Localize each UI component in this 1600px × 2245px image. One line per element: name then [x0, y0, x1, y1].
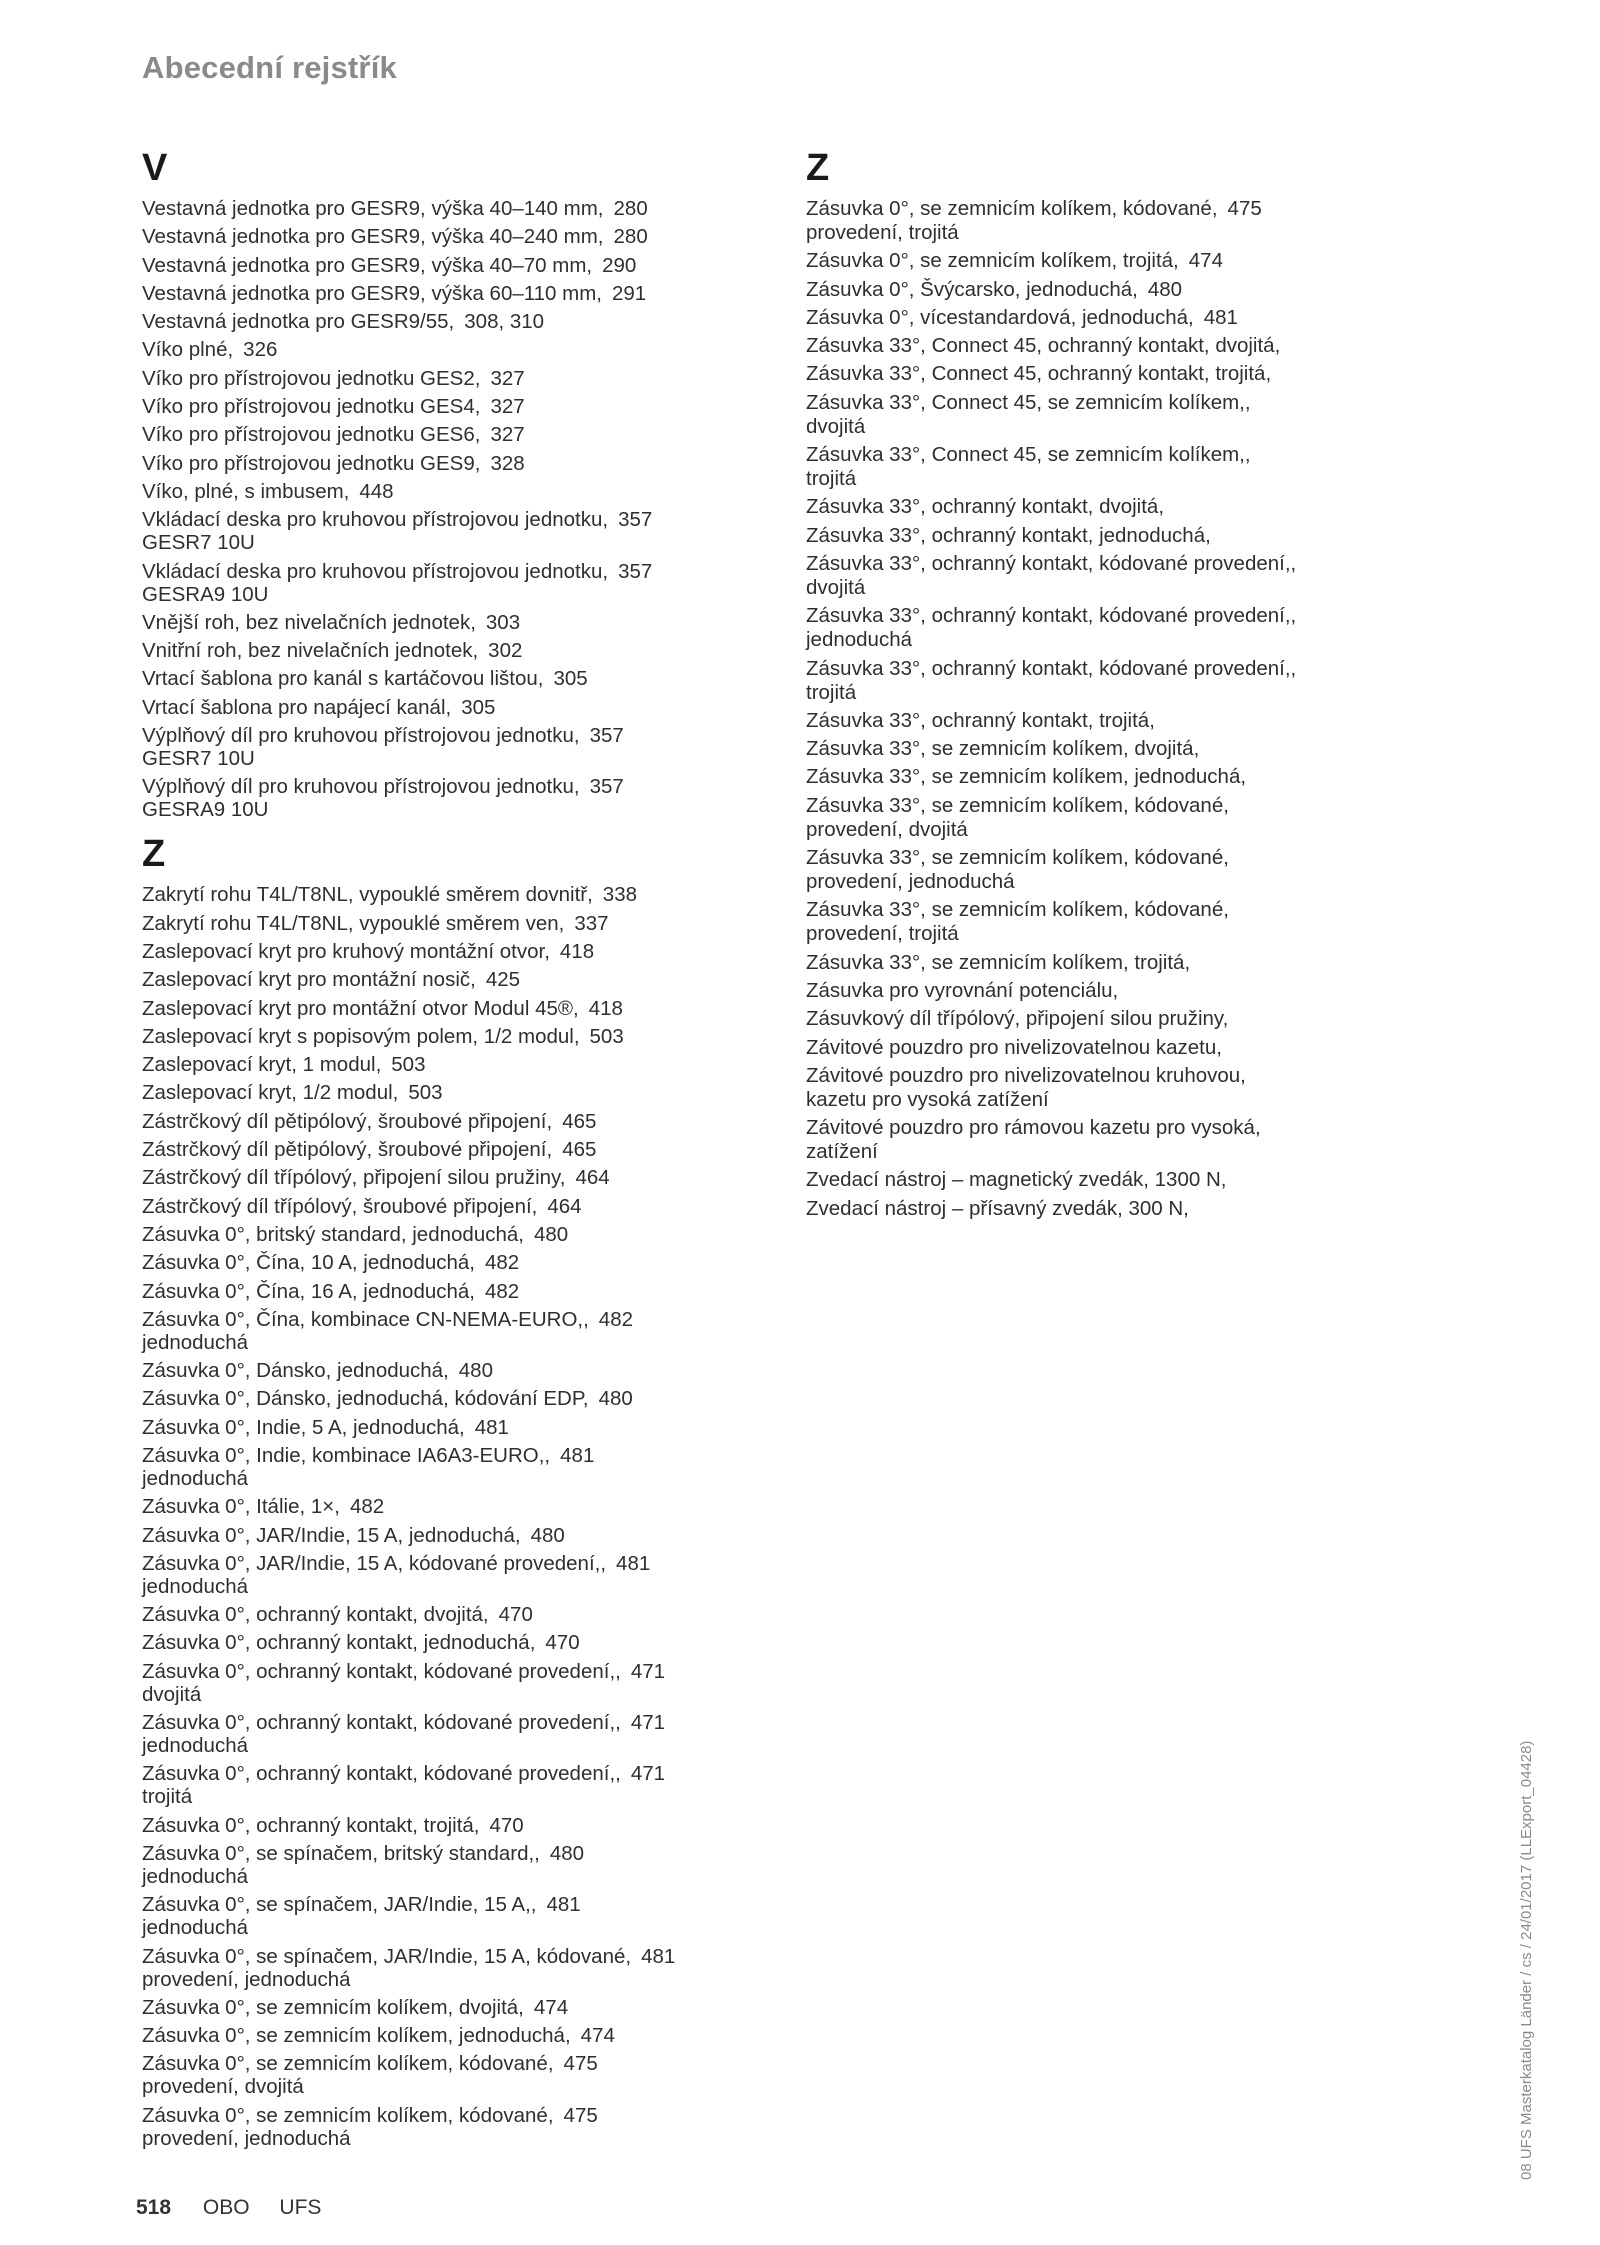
entry-text: Zásuvka 0°, se spínačem, JAR/Indie, 15 A,,	[142, 1893, 537, 1917]
entry-page-ref: 471	[630, 1711, 666, 1735]
entry-text: Víko pro přístrojovou jednotku GES4,	[142, 395, 481, 419]
entry-text: Zaslepovací kryt pro montážní otvor Modul 45®,	[142, 996, 579, 1020]
entry-text: Zásuvka 33°, se zemnicím kolíkem, kódované,	[806, 793, 1229, 817]
section-letter-z: Z	[142, 833, 166, 876]
entry-page-ref: 471	[630, 1659, 666, 1683]
entry-page-ref: 482	[485, 1279, 520, 1303]
index-entry	[142, 1024, 742, 1049]
entry-continuation: dvojitá	[806, 575, 866, 599]
entry-text: Zásuvka 33°, Connect 45, ochranný kontakt, trojitá,	[806, 362, 1272, 386]
entry-page-ref: 474	[533, 1995, 569, 2019]
entry-text: Zásuvka 33°, ochranný kontakt, kódované provedení,,	[806, 656, 1297, 680]
index-entry	[142, 1630, 742, 1655]
entry-text: Zásuvkový díl třípólový, připojení silou pružiny,	[806, 1007, 1229, 1031]
entry-page-ref: 471	[630, 1762, 666, 1786]
index-entry	[142, 1080, 742, 1105]
index-entry	[142, 451, 742, 476]
index-entry	[806, 978, 1366, 1003]
index-entry	[142, 479, 742, 504]
entry-text: Vestavná jednotka pro GESR9, výška 40–140 mm,	[142, 197, 604, 220]
entry-text: Zaslepovací kryt pro montážní nosič,	[142, 968, 476, 992]
entry-page-ref: 448	[359, 479, 394, 503]
entry-text: Zásuvka 0°, Čína, 16 A, jednoduchá,	[142, 1279, 475, 1303]
index-entry	[142, 1944, 742, 1992]
index-entry	[806, 1063, 1366, 1112]
entry-text: Zásuvka 33°, Connect 45, se zemnicím kolíkem,,	[806, 390, 1251, 414]
entry-continuation: jednoduchá	[142, 1466, 249, 1490]
entry-continuation: provedení, dvojitá	[142, 2075, 304, 2099]
entry-page-ref: 482	[598, 1307, 634, 1331]
entry-text: Vrtací šablona pro napájecí kanál,	[142, 695, 452, 719]
entry-text: Vestavná jednotka pro GESR9, výška 40–240 mm,	[142, 225, 604, 249]
index-entry	[142, 911, 742, 936]
index-entry	[142, 1602, 742, 1627]
index-entry	[142, 1659, 742, 1707]
entry-page-ref: 481	[474, 1415, 509, 1439]
index-entry	[142, 1109, 742, 1134]
index-entry	[142, 224, 742, 249]
index-entry	[142, 1137, 742, 1162]
index-entry	[806, 196, 1366, 245]
entry-continuation: trojitá	[806, 680, 857, 704]
index-entry	[806, 1006, 1366, 1031]
index-entry	[142, 366, 742, 391]
entry-page-ref: 302	[488, 639, 523, 663]
entry-text: Vestavná jednotka pro GESR9, výška 40–70 mm,	[142, 253, 593, 277]
entry-text: Zaslepovací kryt, 1 modul,	[142, 1053, 382, 1077]
entry-text: Zásuvka pro vyrovnání potenciálu,	[806, 978, 1119, 1002]
entry-text: Zástrčkový díl pětipólový, šroubové připojení,	[142, 1138, 553, 1162]
entry-text: Vestavná jednotka pro GESR9/55,	[142, 310, 455, 334]
index-entry	[142, 1995, 742, 2020]
entry-text: Zástrčkový díl třípólový, šroubové připojení,	[142, 1194, 538, 1218]
entry-text: Zvedací nástroj – magnetický zvedák, 1300 N,	[806, 1168, 1227, 1192]
entry-text: Zásuvka 33°, se zemnicím kolíkem, jednoduchá,	[806, 765, 1247, 789]
index-entry	[142, 1443, 742, 1491]
entry-page-ref: 481	[546, 1893, 581, 1917]
index-entry	[142, 1052, 742, 1077]
entry-text: Zásuvka 0°, JAR/Indie, 15 A, kódované provedení,,	[142, 1551, 607, 1575]
entry-text: Vkládací deska pro kruhovou přístrojovou jednotku,	[142, 508, 609, 532]
entry-page-ref: 480	[1147, 277, 1183, 301]
entry-text: Zásuvka 0°, ochranný kontakt, dvojitá,	[142, 1603, 489, 1627]
index-entry	[142, 1892, 742, 1940]
entry-page-ref: 308, 310	[464, 310, 545, 334]
entry-page-ref: 280	[613, 225, 648, 249]
entry-text: Zásuvka 0°, Indie, kombinace IA6A3-EURO,,	[142, 1443, 551, 1467]
entry-page-ref: 465	[562, 1138, 597, 1162]
entry-page-ref: 418	[559, 939, 595, 963]
left-column	[142, 146, 742, 2154]
entry-text: Zásuvka 0°, se zemnicím kolíkem, trojitá,	[806, 249, 1179, 273]
entry-text: Zásuvka 33°, ochranný kontakt, jednoduchá,	[806, 523, 1211, 547]
entry-text: Vnitřní roh, bez nivelačních jednotek,	[142, 639, 479, 663]
index-entry	[806, 603, 1366, 652]
entry-text: Zástrčkový díl třípólový, připojení silou pružiny,	[142, 1166, 566, 1190]
entry-page-ref: 305	[461, 695, 496, 719]
index-entry	[142, 309, 742, 334]
entry-text: Zásuvka 33°, ochranný kontakt, dvojitá,	[806, 495, 1165, 519]
entry-page-ref: 474	[580, 2024, 615, 2048]
entry-continuation: provedení, dvojitá	[806, 817, 968, 841]
entry-page-ref: 470	[489, 1813, 524, 1837]
index-entry	[806, 764, 1366, 789]
entry-text: Zásuvka 0°, Dánsko, jednoduchá, kódování EDP,	[142, 1387, 589, 1411]
page-title: Abecední rejstřík	[142, 50, 397, 85]
entry-text: Zásuvka 33°, se zemnicím kolíkem, kódované,	[806, 846, 1229, 870]
entry-continuation: dvojitá	[806, 414, 866, 438]
entry-continuation: jednoduchá	[142, 1574, 249, 1598]
entry-continuation: trojitá	[806, 467, 857, 491]
entry-page-ref: 503	[391, 1053, 426, 1077]
entry-page-ref: 327	[490, 395, 525, 419]
index-entry	[142, 422, 742, 447]
index-entry	[142, 559, 742, 607]
entry-text: Víko, plné, s imbusem,	[142, 479, 350, 503]
index-entry	[806, 793, 1366, 842]
index-entry	[142, 638, 742, 663]
index-entry	[142, 967, 742, 992]
index-entry	[142, 1494, 742, 1519]
section-letter-v: V	[142, 147, 168, 189]
entry-text: Zásuvka 0°, Čína, 10 A, jednoduchá,	[142, 1251, 475, 1275]
entry-continuation: provedení, jednoduchá	[142, 1967, 351, 1991]
index-entry	[142, 1551, 742, 1599]
entry-text: Zásuvka 0°, britský standard, jednoduchá,	[142, 1222, 524, 1246]
entry-text: Zásuvka 33°, ochranný kontakt, kódované provedení,,	[806, 551, 1297, 575]
entry-text: Zásuvka 0°, se spínačem, britský standard,,	[142, 1841, 540, 1865]
entry-text: Zásuvka 33°, Connect 45, se zemnicím kolíkem,,	[806, 443, 1251, 467]
right-column	[806, 146, 1366, 1224]
entry-text: Zvedací nástroj – přísavný zvedák, 300 N,	[806, 1196, 1189, 1220]
index-entry	[142, 774, 742, 822]
index-entry	[806, 277, 1366, 302]
entry-text: Závitové pouzdro pro nivelizovatelnou kruhovou,	[806, 1063, 1246, 1087]
entry-text: Zásuvka 0°, se zemnicím kolíkem, kódované,	[142, 2103, 554, 2127]
entry-text: Zásuvka 0°, se zemnicím kolíkem, kódované,	[142, 2052, 554, 2076]
entry-page-ref: 464	[547, 1194, 582, 1218]
entry-text: Zásuvka 33°, se zemnicím kolíkem, dvojitá,	[806, 737, 1200, 761]
entry-continuation: provedení, jednoduchá	[142, 2126, 351, 2150]
entry-page-ref: 425	[485, 968, 521, 992]
entry-continuation: provedení, trojitá	[806, 221, 959, 244]
entries-z-right	[806, 196, 1366, 1221]
index-entry	[142, 610, 742, 635]
index-entry	[806, 1196, 1366, 1221]
section-letter-z-right: Z	[806, 147, 830, 189]
entry-page-ref: 328	[490, 451, 525, 475]
entry-page-ref: 470	[498, 1603, 533, 1627]
entry-text: Zásuvka 0°, Švýcarsko, jednoduchá,	[806, 277, 1138, 301]
index-entry	[806, 1115, 1366, 1164]
entry-continuation: trojitá	[142, 1785, 193, 1809]
entry-page-ref: 470	[545, 1631, 580, 1655]
entry-page-ref: 475	[1227, 197, 1262, 220]
index-entry	[142, 281, 742, 306]
entry-page-ref: 482	[349, 1495, 385, 1519]
index-entry	[142, 1279, 742, 1304]
entry-page-ref: 503	[408, 1081, 443, 1105]
index-entry	[142, 1710, 742, 1758]
index-entry	[142, 1841, 742, 1889]
entry-text: Vkládací deska pro kruhovou přístrojovou jednotku,	[142, 559, 609, 583]
entry-continuation: GESR7 10U	[142, 531, 255, 555]
entry-text: Zásuvka 0°, se zemnicím kolíkem, jednoduchá,	[142, 2024, 571, 2048]
index-entry	[806, 248, 1366, 273]
entry-continuation: jednoduchá	[806, 628, 913, 652]
entry-continuation: provedení, trojitá	[806, 922, 959, 946]
entry-text: Víko pro přístrojovou jednotku GES2,	[142, 366, 481, 390]
entry-page-ref: 482	[485, 1251, 520, 1275]
index-entry	[806, 1167, 1366, 1192]
entry-text: Vrtací šablona pro kanál s kartáčovou lištou,	[142, 667, 544, 691]
entry-page-ref: 338	[602, 883, 638, 907]
index-entry	[142, 1358, 742, 1383]
index-entry	[142, 2103, 742, 2151]
index-entry	[142, 666, 742, 691]
entry-text: Závitové pouzdro pro nivelizovatelnou kazetu,	[806, 1035, 1222, 1059]
index-entry	[142, 996, 742, 1021]
index-entry	[806, 523, 1366, 548]
entry-page-ref: 327	[490, 423, 525, 447]
index-entry	[142, 337, 742, 362]
entry-continuation: jednoduchá	[142, 1916, 249, 1940]
entry-page-ref: 481	[616, 1551, 651, 1575]
entry-page-ref: 480	[530, 1523, 565, 1547]
index-entry	[142, 1307, 742, 1355]
entry-text: Zásuvka 33°, ochranný kontakt, kódované provedení,,	[806, 604, 1297, 628]
entry-page-ref: 291	[611, 281, 647, 305]
index-entry	[142, 1165, 742, 1190]
entry-page-ref: 481	[1203, 305, 1238, 329]
entry-text: Zakrytí rohu T4L/T8NL, vypouklé směrem dovnitř,	[142, 883, 593, 907]
side-catalog-note: 08 UFS Masterkatalog Länder / cs / 24/01/2017 (LLExport_04428)	[1518, 1740, 1535, 2180]
entry-page-ref: 337	[574, 911, 609, 935]
entry-text: Zásuvka 0°, se spínačem, JAR/Indie, 15 A, kódované,	[142, 1944, 632, 1968]
entry-text: Zásuvka 0°, ochranný kontakt, trojitá,	[142, 1813, 480, 1837]
entry-text: Zaslepovací kryt, 1/2 modul,	[142, 1081, 399, 1105]
entry-text: Zástrčkový díl pětipólový, šroubové připojení,	[142, 1109, 553, 1133]
index-entry	[142, 939, 742, 964]
index-entry	[142, 1194, 742, 1219]
entry-page-ref: 480	[533, 1222, 569, 1246]
index-entry	[142, 1222, 742, 1247]
entry-page-ref: 475	[563, 2103, 598, 2127]
entry-page-ref: 305	[553, 667, 588, 691]
entry-text: Zásuvka 0°, Dánsko, jednoduchá,	[142, 1359, 449, 1383]
entry-page-ref: 503	[589, 1024, 624, 1048]
index-entry	[806, 305, 1366, 330]
index-entry	[806, 656, 1366, 705]
entry-text: Zakrytí rohu T4L/T8NL, vypouklé směrem ven,	[142, 911, 565, 935]
entry-page-ref: 481	[641, 1944, 676, 1968]
entry-text: Zásuvka 0°, se zemnicím kolíkem, kódované,	[806, 197, 1218, 220]
index-entry	[142, 253, 742, 278]
entry-continuation: dvojitá	[142, 1682, 202, 1706]
entry-page-ref: 418	[588, 996, 623, 1020]
index-entry	[806, 361, 1366, 386]
entry-text: Zaslepovací kryt s popisovým polem, 1/2 modul,	[142, 1024, 580, 1048]
entry-continuation: kazetu pro vysoká zatížení	[806, 1087, 1049, 1111]
index-entry	[142, 882, 742, 907]
entry-page-ref: 480	[458, 1359, 493, 1383]
index-entry	[142, 695, 742, 720]
entry-text: Zaslepovací kryt pro kruhový montážní otvor,	[142, 939, 550, 963]
index-entry	[142, 2023, 742, 2048]
entry-text: Zásuvka 0°, JAR/Indie, 15 A, jednoduchá,	[142, 1523, 521, 1547]
entry-page-ref: 465	[562, 1109, 597, 1133]
index-entry	[806, 1035, 1366, 1060]
index-entry	[806, 333, 1366, 358]
entry-page-ref: 326	[243, 338, 278, 362]
entry-text: Zásuvka 0°, Čína, kombinace CN-NEMA-EURO,,	[142, 1307, 589, 1331]
entries-v	[142, 196, 742, 822]
entry-page-ref: 474	[1188, 249, 1223, 273]
section-label: UFS	[279, 2196, 322, 2219]
entries-z-left	[142, 882, 742, 2150]
entry-continuation: zatížení	[806, 1140, 878, 1164]
entry-text: Zásuvka 0°, Itálie, 1×,	[142, 1495, 340, 1519]
entry-page-ref: 357	[618, 508, 653, 532]
entry-text: Vestavná jednotka pro GESR9, výška 60–110 mm,	[142, 281, 602, 305]
entry-text: Víko plné,	[142, 338, 234, 362]
index-entry	[142, 2051, 742, 2099]
entry-continuation: GESRA9 10U	[142, 798, 269, 822]
index-entry	[806, 494, 1366, 519]
index-entry	[142, 1523, 742, 1548]
entry-text: Zásuvka 0°, ochranný kontakt, jednoduchá,	[142, 1631, 536, 1655]
entry-text: Zásuvka 0°, ochranný kontakt, kódované provedení,,	[142, 1711, 621, 1735]
index-entry	[142, 1250, 742, 1275]
index-entry	[142, 507, 742, 555]
index-entry	[806, 551, 1366, 600]
index-entry	[806, 390, 1366, 439]
index-entry	[806, 950, 1366, 975]
entry-text: Víko pro přístrojovou jednotku GES9,	[142, 451, 481, 475]
entry-text: Výplňový díl pro kruhovou přístrojovou jednotku,	[142, 775, 580, 799]
entry-page-ref: 357	[589, 724, 624, 748]
entry-text: Zásuvka 33°, se zemnicím kolíkem, trojitá,	[806, 950, 1191, 974]
index-entry	[142, 1386, 742, 1411]
entry-page-ref: 480	[549, 1841, 585, 1865]
entry-page-ref: 475	[563, 2052, 598, 2076]
entry-page-ref: 464	[575, 1166, 610, 1190]
entry-text: Zásuvka 0°, se zemnicím kolíkem, dvojitá,	[142, 1995, 524, 2019]
entry-page-ref: 357	[618, 559, 653, 583]
index-entry	[142, 1415, 742, 1440]
index-entry	[806, 845, 1366, 894]
index-entry	[142, 394, 742, 419]
entry-text: Zásuvka 0°, vícestandardová, jednoduchá,	[806, 305, 1194, 329]
entry-page-ref: 480	[598, 1387, 633, 1411]
index-entry	[806, 897, 1366, 946]
index-entry	[806, 708, 1366, 733]
entry-text: Zásuvka 0°, ochranný kontakt, kódované provedení,,	[142, 1762, 621, 1786]
index-entry	[142, 196, 742, 221]
index-entry	[142, 1761, 742, 1809]
entry-page-ref: 290	[602, 253, 637, 277]
entry-text: Zásuvka 33°, ochranný kontakt, trojitá,	[806, 708, 1155, 732]
entry-text: Výplňový díl pro kruhovou přístrojovou jednotku,	[142, 724, 580, 748]
entry-page-ref: 357	[589, 775, 624, 799]
entry-continuation: jednoduchá	[142, 1330, 249, 1354]
entry-page-ref: 481	[560, 1443, 595, 1467]
entry-page-ref: 280	[613, 197, 648, 220]
page-number: 518	[136, 2196, 172, 2219]
entry-text: Zásuvka 0°, ochranný kontakt, kódované provedení,,	[142, 1659, 621, 1683]
entry-continuation: GESRA9 10U	[142, 582, 269, 606]
brand-label: OBO	[202, 2196, 250, 2219]
entry-page-ref: 327	[490, 366, 525, 390]
entry-continuation: GESR7 10U	[142, 747, 255, 771]
entry-text: Vnější roh, bez nivelačních jednotek,	[142, 610, 476, 634]
entry-page-ref: 303	[485, 610, 521, 634]
entry-continuation: provedení, jednoduchá	[806, 870, 1015, 894]
entry-text: Zásuvka 33°, se zemnicím kolíkem, kódované,	[806, 898, 1229, 922]
index-entry	[142, 723, 742, 771]
entry-text: Zásuvka 0°, Indie, 5 A, jednoduchá,	[142, 1415, 465, 1439]
entry-text: Víko pro přístrojovou jednotku GES6,	[142, 423, 481, 447]
entry-continuation: jednoduchá	[142, 1734, 249, 1758]
entry-text: Zásuvka 33°, Connect 45, ochranný kontakt, dvojitá,	[806, 334, 1281, 358]
index-entry	[806, 736, 1366, 761]
page-footer	[136, 2196, 321, 2220]
entry-continuation: jednoduchá	[142, 1864, 249, 1888]
index-entry	[142, 1813, 742, 1838]
entry-text: Závitové pouzdro pro rámovou kazetu pro vysoká,	[806, 1116, 1261, 1140]
index-entry	[806, 442, 1366, 491]
